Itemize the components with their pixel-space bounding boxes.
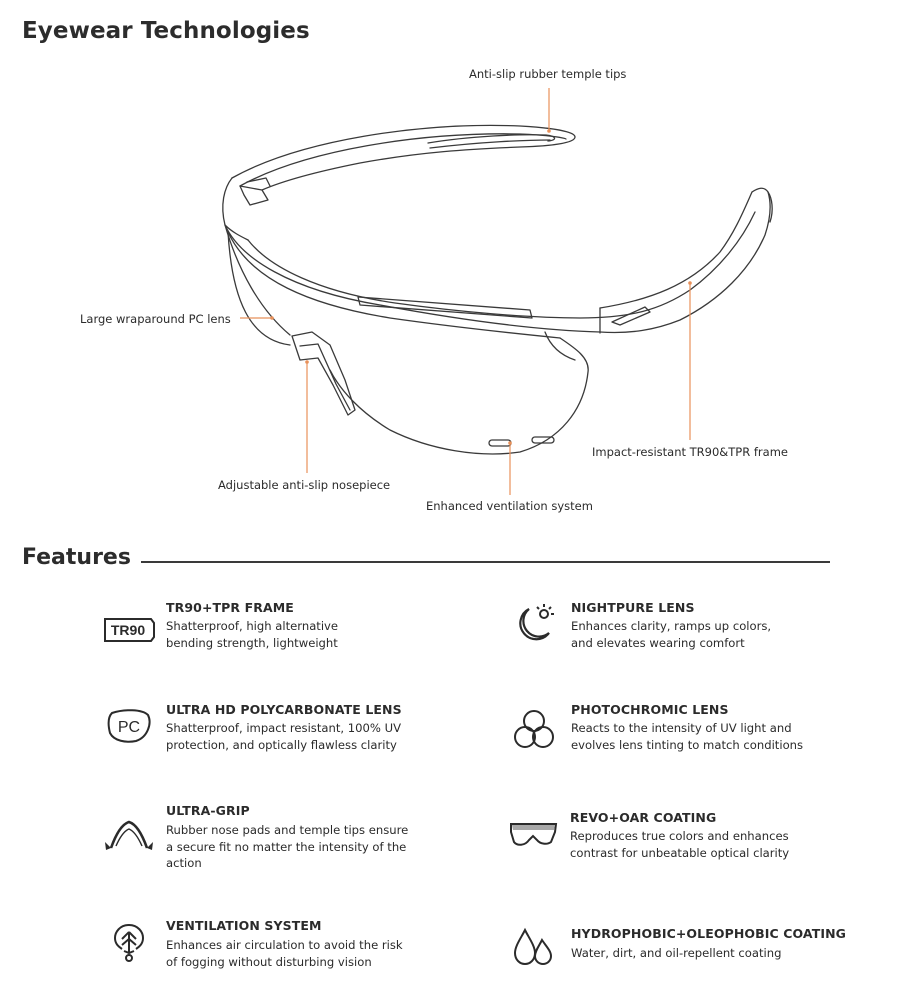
airflow-icon	[102, 917, 156, 971]
svg-text:TR90: TR90	[110, 622, 146, 638]
callout-ventilation: Enhanced ventilation system	[426, 499, 593, 513]
water-drops-icon	[507, 920, 561, 974]
features-heading: Features	[22, 545, 131, 570]
page-title: Eyewear Technologies	[22, 18, 310, 44]
goggle-lens-icon	[507, 808, 561, 862]
callout-frame: Impact-resistant TR90&TPR frame	[592, 445, 788, 459]
pc-badge-icon	[102, 699, 156, 753]
feature-desc: Water, dirt, and oil-repellent coating	[571, 946, 782, 960]
feature-title: HYDROPHOBIC+OLEOPHOBIC COATING	[571, 926, 846, 941]
feature-desc: Enhances air circulation to avoid the risk of fogging without disturbing vision	[166, 938, 403, 969]
feature-title: TR90+TPR FRAME	[166, 600, 294, 615]
feature-title: VENTILATION SYSTEM	[166, 918, 322, 933]
feature-desc: Rubber nose pads and temple tips ensure a secure fit no matter the intensity of the action	[166, 823, 409, 870]
feature-title: NIGHTPURE LENS	[571, 600, 695, 615]
callout-nosepiece: Adjustable anti-slip nosepiece	[218, 478, 391, 492]
feature-title: ULTRA-GRIP	[166, 803, 250, 818]
moon-sun-icon	[507, 597, 561, 651]
feature-desc: Reacts to the intensity of UV light and evolves lens tinting to match conditions	[571, 721, 804, 752]
feature-title: ULTRA HD POLYCARBONATE LENS	[166, 702, 402, 717]
svg-text:PC: PC	[117, 719, 141, 736]
tr90-badge-icon	[102, 603, 156, 657]
grip-arrows-icon	[102, 810, 156, 864]
feature-title: PHOTOCHROMIC LENS	[571, 702, 729, 717]
three-circles-icon	[507, 703, 561, 757]
callout-temple-tips: Anti-slip rubber temple tips	[469, 67, 627, 81]
feature-desc: Shatterproof, impact resistant, 100% UV protection, and optically flawless clarity	[166, 721, 402, 752]
feature-desc: Shatterproof, high alternative bending strength, lightweight	[166, 619, 339, 650]
features-divider	[141, 561, 830, 563]
feature-desc: Enhances clarity, ramps up colors, and elevates wearing comfort	[571, 619, 772, 650]
feature-title: REVO+OAR COATING	[570, 810, 717, 825]
feature-desc: Reproduces true colors and enhances contrast for unbeatable optical clarity	[570, 829, 790, 860]
callout-lens: Large wraparound PC lens	[80, 312, 231, 326]
